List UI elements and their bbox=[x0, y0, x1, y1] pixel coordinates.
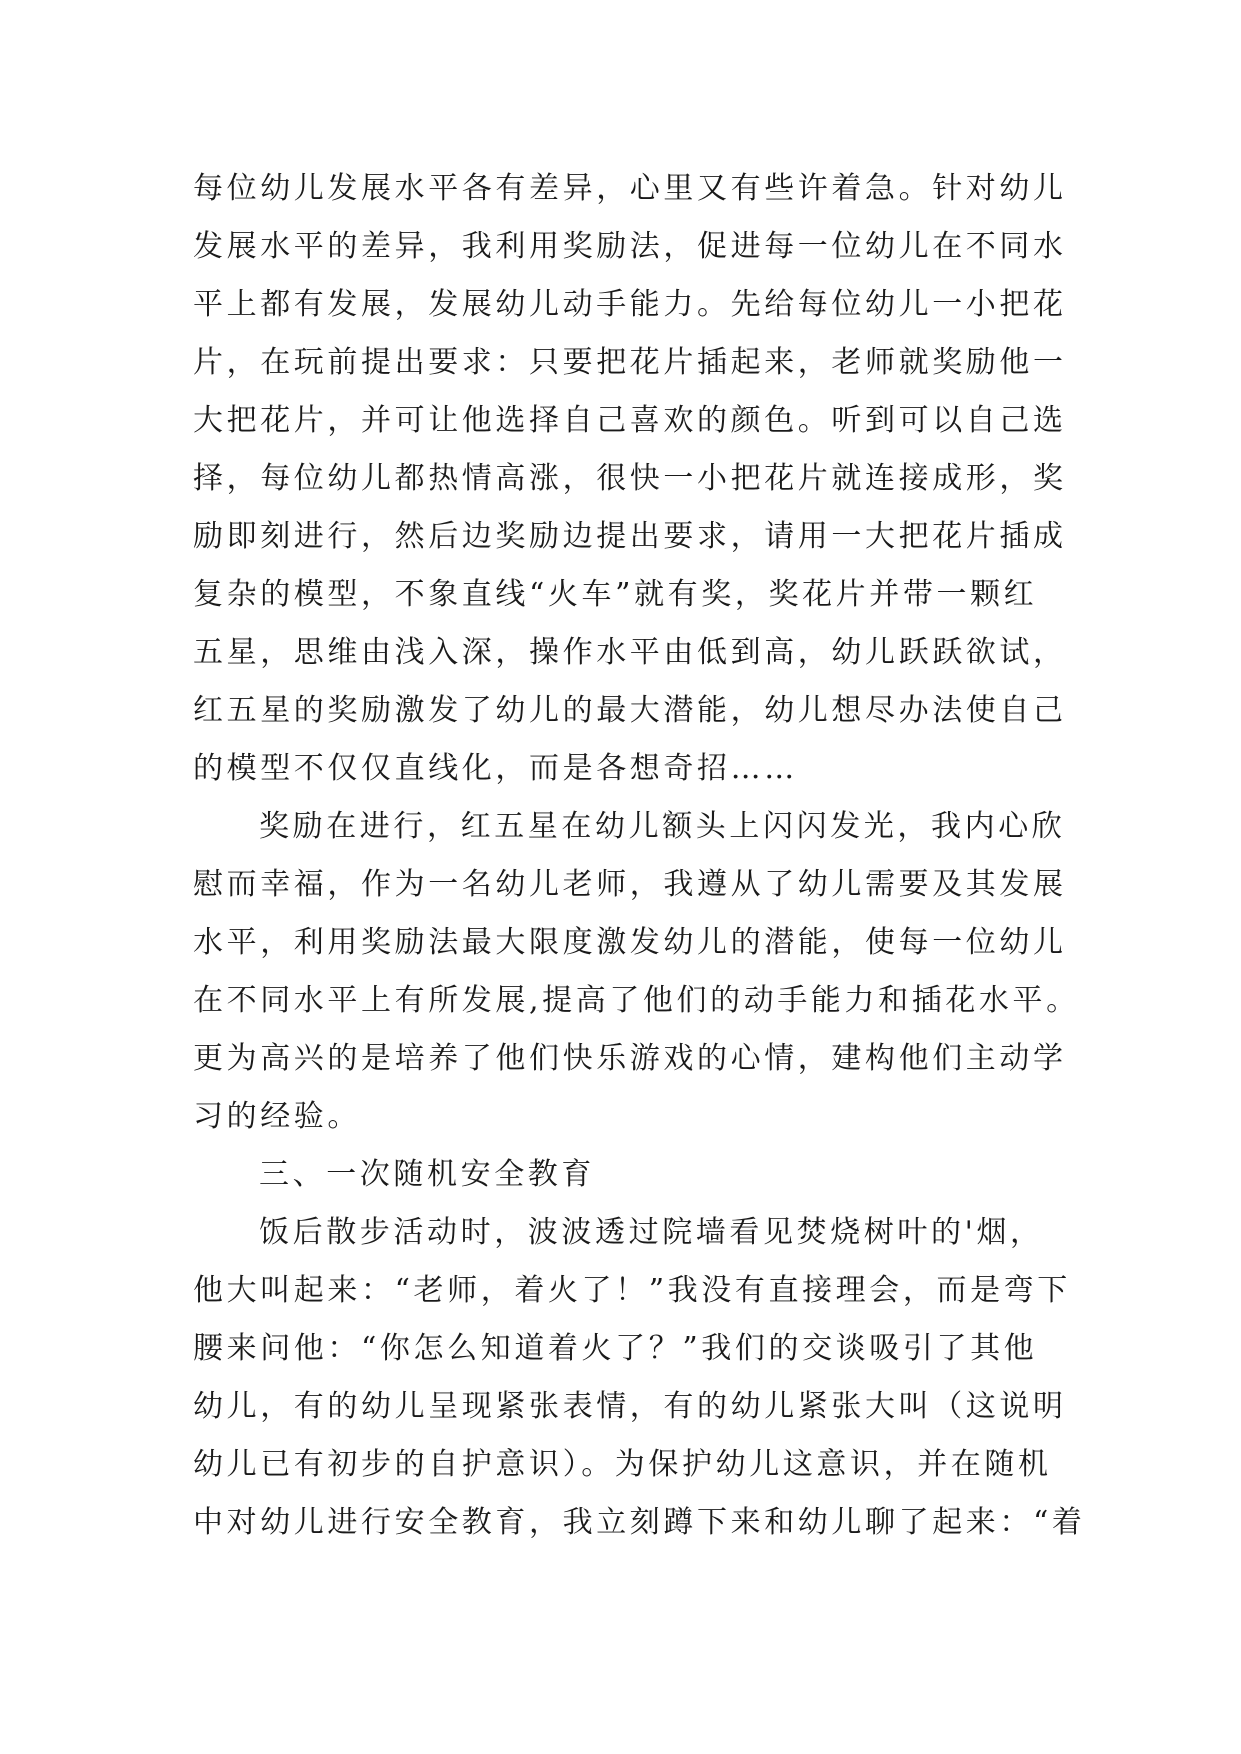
text-line: 每位幼儿发展水平各有差异，心里又有些许着急。针对幼儿 bbox=[193, 171, 1067, 206]
text-line: 幼儿已有初步的自护意识）。为保护幼儿这意识，并在随机 bbox=[193, 1447, 1052, 1482]
text-line: 三、一次随机安全教育 bbox=[259, 1157, 595, 1192]
text-line: 在不同水平上有所发展,提高了他们的动手能力和插花水平。 bbox=[193, 983, 1080, 1018]
text-line: 的模型不仅仅直线化，而是各想奇招…… bbox=[193, 751, 798, 786]
text-line: 复杂的模型，不象直线“火车”就有奖，奖花片并带一颗红 bbox=[193, 577, 1038, 612]
text-line: 慰而幸福，作为一名幼儿老师，我遵从了幼儿需要及其发展 bbox=[193, 867, 1067, 902]
text-line: 奖励在进行，红五星在幼儿额头上闪闪发光，我内心欣 bbox=[259, 809, 1066, 844]
text-line: 平上都有发展，发展幼儿动手能力。先给每位幼儿一小把花 bbox=[193, 287, 1067, 322]
text-line: 励即刻进行，然后边奖励边提出要求，请用一大把花片插成 bbox=[193, 519, 1067, 554]
text-line: 更为高兴的是培养了他们快乐游戏的心情，建构他们主动学 bbox=[193, 1041, 1067, 1076]
text-line: 五星，思维由浅入深，操作水平由低到高，幼儿跃跃欲试， bbox=[193, 635, 1067, 670]
text-line: 习的经验。 bbox=[193, 1099, 361, 1134]
body-text bbox=[193, 160, 1086, 1552]
text-line: 大把花片，并可让他选择自己喜欢的颜色。听到可以自己选 bbox=[193, 403, 1067, 438]
text-line: 腰来问他：“你怎么知道着火了？”我们的交谈吸引了其他 bbox=[193, 1331, 1038, 1366]
text-line: 红五星的奖励激发了幼儿的最大潜能，幼儿想尽办法使自己 bbox=[193, 693, 1067, 728]
text-line: 他大叫起来：“老师，着火了！”我没有直接理会，而是弯下 bbox=[193, 1273, 1071, 1308]
text-line: 中对幼儿进行安全教育，我立刻蹲下来和幼儿聊了起来：“着 bbox=[193, 1505, 1086, 1540]
text-line: 饭后散步活动时，波波透过院墙看见焚烧树叶的'烟， bbox=[259, 1215, 1044, 1250]
text-line: 择，每位幼儿都热情高涨，很快一小把花片就连接成形，奖 bbox=[193, 461, 1067, 496]
text-line: 水平，利用奖励法最大限度激发幼儿的潜能，使每一位幼儿 bbox=[193, 925, 1067, 960]
text-line: 发展水平的差异，我利用奖励法，促进每一位幼儿在不同水 bbox=[193, 229, 1067, 264]
text-line: 片，在玩前提出要求：只要把花片插起来，老师就奖励他一 bbox=[193, 345, 1067, 380]
text-line: 幼儿，有的幼儿呈现紧张表情，有的幼儿紧张大叫（这说明 bbox=[193, 1389, 1067, 1424]
